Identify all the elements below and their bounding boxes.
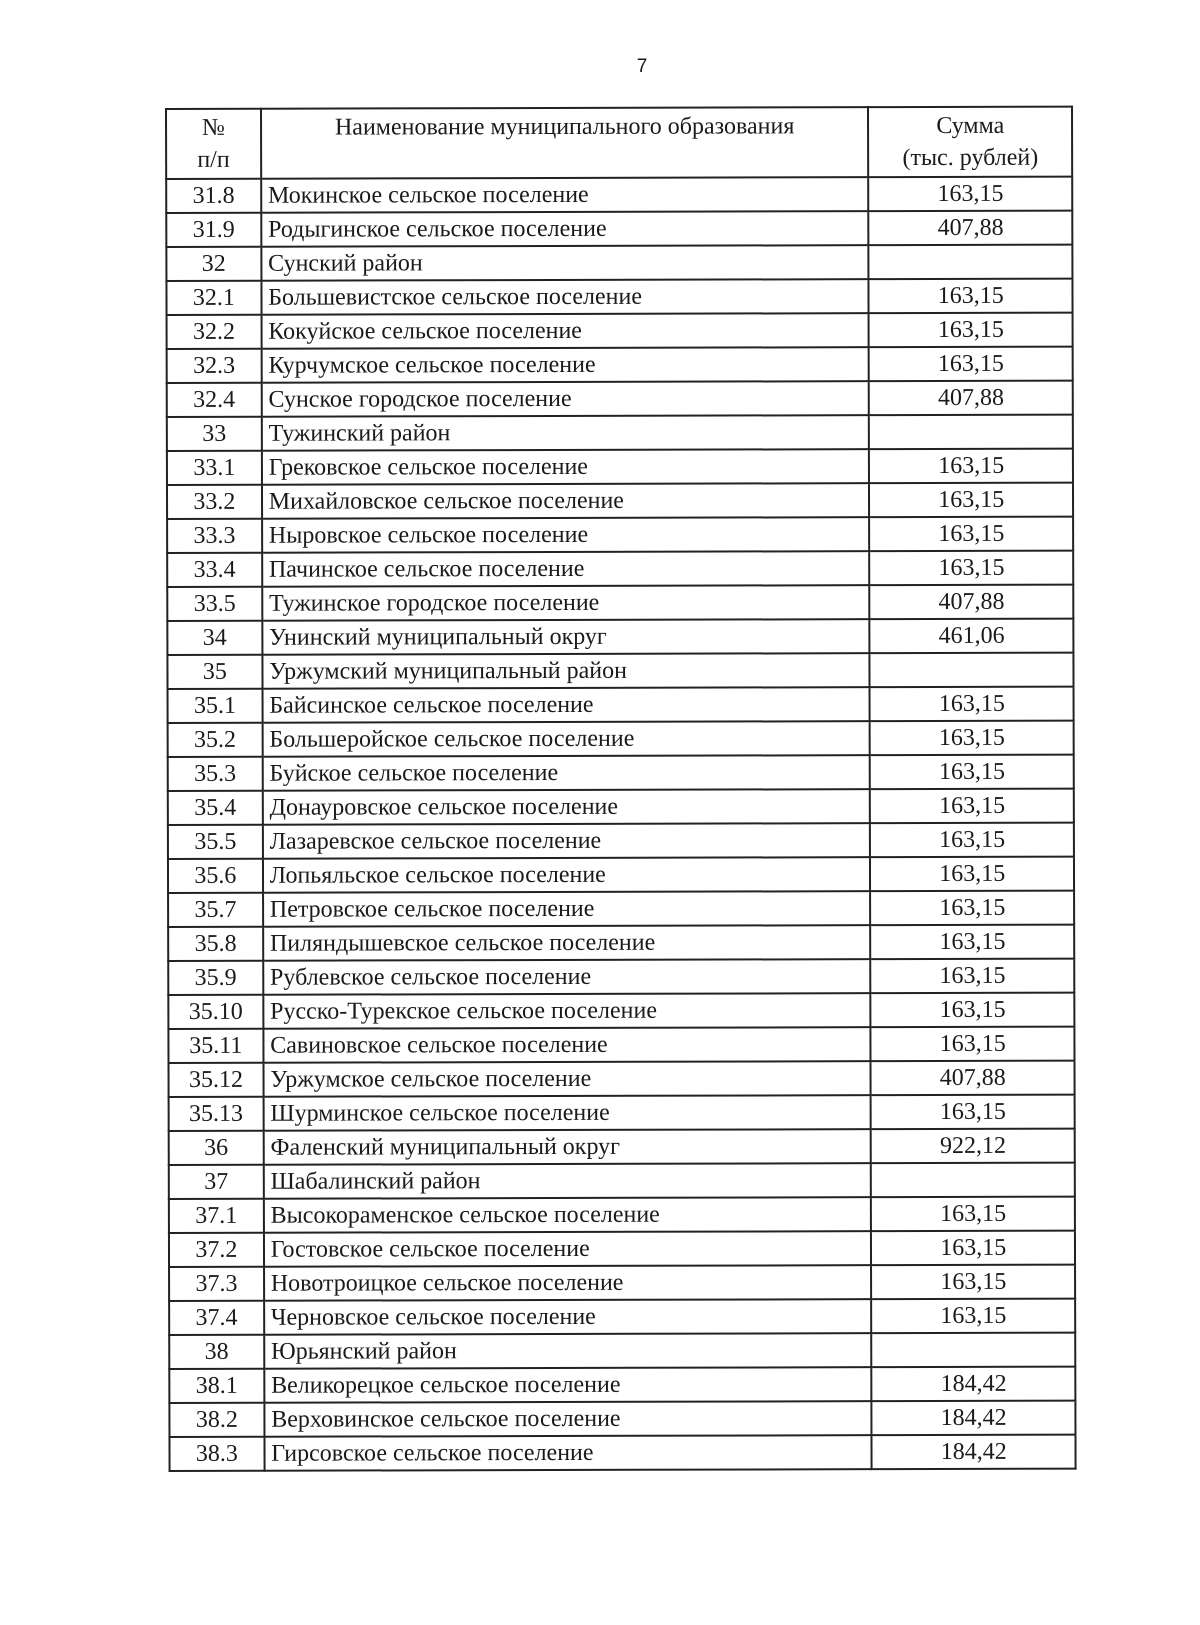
row-sum: 407,88 bbox=[870, 585, 1074, 620]
page-number: 7 bbox=[636, 56, 648, 77]
row-name: Новотроицкое сельское поселение bbox=[264, 1265, 872, 1301]
row-sum: 163,15 bbox=[871, 1095, 1075, 1130]
header-num-line1: № bbox=[201, 114, 225, 141]
table-row bbox=[169, 1401, 1075, 1437]
row-number: 35.11 bbox=[168, 1029, 263, 1063]
row-sum: 163,15 bbox=[872, 1299, 1076, 1334]
row-name: Верховинское сельское поселение bbox=[264, 1401, 872, 1437]
row-number: 32.2 bbox=[167, 315, 262, 349]
row-name: Михайловское сельское поселение bbox=[262, 483, 870, 519]
row-name: Унинский муниципальный округ bbox=[262, 619, 870, 655]
row-name: Грековское сельское поселение bbox=[262, 449, 870, 485]
table-row bbox=[168, 993, 1074, 1029]
row-number: 35.9 bbox=[168, 961, 263, 995]
row-sum: 163,15 bbox=[870, 789, 1074, 824]
row-name: Савиновское сельское поселение bbox=[263, 1027, 871, 1063]
row-name: Черновское сельское поселение bbox=[264, 1299, 872, 1335]
row-number: 33.5 bbox=[167, 587, 262, 621]
row-number: 33.3 bbox=[167, 519, 262, 553]
table-row bbox=[166, 177, 1072, 213]
row-number: 32.4 bbox=[167, 383, 262, 417]
row-number: 35.6 bbox=[168, 859, 263, 893]
row-sum: 163,15 bbox=[869, 347, 1073, 382]
row-name: Гирсовское сельское поселение bbox=[264, 1435, 872, 1471]
row-name: Ныровское сельское поселение bbox=[262, 517, 870, 553]
row-name: Русско-Турекское сельское поселение bbox=[263, 993, 871, 1029]
row-name: Большевистское сельское поселение bbox=[261, 279, 869, 315]
row-sum: 163,15 bbox=[869, 313, 1073, 348]
table-row bbox=[166, 211, 1072, 247]
table-row bbox=[168, 925, 1074, 961]
row-name: Высокораменское сельское поселение bbox=[264, 1197, 872, 1233]
row-name: Байсинское сельское поселение bbox=[262, 687, 870, 723]
row-sum: 163,15 bbox=[871, 925, 1075, 960]
row-number: 35.12 bbox=[169, 1063, 264, 1097]
row-name: Буйское сельское поселение bbox=[262, 755, 870, 791]
row-name: Петровское сельское поселение bbox=[263, 891, 871, 927]
row-sum: 461,06 bbox=[870, 619, 1074, 654]
table-row bbox=[168, 1027, 1074, 1063]
table-row bbox=[169, 1095, 1075, 1131]
row-name: Мокинское сельское поселение bbox=[261, 177, 869, 213]
table-row bbox=[167, 347, 1073, 383]
row-sum bbox=[869, 245, 1073, 280]
row-number: 35.5 bbox=[168, 825, 263, 859]
table-row bbox=[169, 1061, 1075, 1097]
table-row bbox=[167, 551, 1073, 587]
row-sum: 163,15 bbox=[870, 755, 1074, 790]
header-sum-line1: Сумма bbox=[936, 112, 1005, 139]
table-row bbox=[167, 313, 1073, 349]
row-number: 38 bbox=[169, 1335, 264, 1369]
row-sum: 163,15 bbox=[869, 177, 1073, 212]
row-name: Уржумское сельское поселение bbox=[263, 1061, 871, 1097]
row-number: 37 bbox=[169, 1165, 264, 1199]
row-sum: 163,15 bbox=[870, 517, 1074, 552]
row-name: Курчумское сельское поселение bbox=[261, 347, 869, 383]
row-number: 36 bbox=[169, 1131, 264, 1165]
header-row bbox=[166, 107, 1072, 179]
row-name: Сунский район bbox=[261, 245, 869, 281]
row-name: Пачинское сельское поселение bbox=[262, 551, 870, 587]
row-name: Рублевское сельское поселение bbox=[263, 959, 871, 995]
row-number: 37.1 bbox=[169, 1199, 264, 1233]
table-row bbox=[168, 959, 1074, 995]
row-sum: 163,15 bbox=[871, 959, 1075, 994]
row-name: Тужинское городское поселение bbox=[262, 585, 870, 621]
row-number: 37.2 bbox=[169, 1233, 264, 1267]
row-number: 35.13 bbox=[169, 1097, 264, 1131]
row-name: Родыгинское сельское поселение bbox=[261, 211, 869, 247]
row-sum: 407,88 bbox=[869, 211, 1073, 246]
table-row bbox=[169, 1333, 1075, 1369]
table-row bbox=[168, 891, 1074, 927]
row-number: 31.9 bbox=[166, 213, 261, 247]
row-name: Гостовское сельское поселение bbox=[264, 1231, 872, 1267]
row-sum: 163,15 bbox=[869, 483, 1073, 518]
row-sum: 163,15 bbox=[871, 1027, 1075, 1062]
row-sum: 163,15 bbox=[871, 891, 1075, 926]
row-sum: 163,15 bbox=[871, 1197, 1075, 1232]
row-number: 32.1 bbox=[166, 281, 261, 315]
table-row bbox=[169, 1129, 1075, 1165]
table-row bbox=[169, 1299, 1075, 1335]
header-num bbox=[166, 109, 261, 179]
row-sum: 163,15 bbox=[870, 687, 1074, 722]
row-sum bbox=[872, 1333, 1076, 1368]
row-sum: 184,42 bbox=[872, 1367, 1076, 1402]
row-number: 32.3 bbox=[167, 349, 262, 383]
row-number: 38.1 bbox=[169, 1369, 264, 1403]
row-sum: 407,88 bbox=[869, 381, 1073, 416]
table-row bbox=[167, 619, 1073, 655]
row-sum bbox=[870, 653, 1074, 688]
row-sum bbox=[869, 415, 1073, 450]
table-row bbox=[167, 517, 1073, 553]
row-number: 33.1 bbox=[167, 451, 262, 485]
table-row bbox=[169, 1435, 1075, 1471]
table-row bbox=[168, 789, 1074, 825]
row-sum: 922,12 bbox=[871, 1129, 1075, 1164]
table-row bbox=[168, 721, 1074, 757]
row-name: Шурминское сельское поселение bbox=[263, 1095, 871, 1131]
table-row bbox=[167, 585, 1073, 621]
row-name: Пиляндышевское сельское поселение bbox=[263, 925, 871, 961]
row-name: Фаленский муниципальный округ bbox=[263, 1129, 871, 1165]
row-name: Большеройское сельское поселение bbox=[262, 721, 870, 757]
table-row bbox=[168, 687, 1074, 723]
row-number: 33.4 bbox=[167, 553, 262, 587]
table-row bbox=[169, 1265, 1075, 1301]
row-sum: 163,15 bbox=[870, 857, 1074, 892]
row-name: Лазаревское сельское поселение bbox=[263, 823, 871, 859]
row-sum: 184,42 bbox=[872, 1435, 1076, 1470]
row-name: Донауровское сельское поселение bbox=[263, 789, 871, 825]
table-row bbox=[167, 381, 1073, 417]
row-name: Лопьяльское сельское поселение bbox=[263, 857, 871, 893]
row-sum bbox=[871, 1163, 1075, 1198]
row-number: 35.2 bbox=[168, 723, 263, 757]
table-row bbox=[167, 415, 1073, 451]
row-name: Великорецкое сельское поселение bbox=[264, 1367, 872, 1403]
row-number: 38.2 bbox=[169, 1403, 264, 1437]
row-number: 33 bbox=[167, 417, 262, 451]
table-row bbox=[167, 449, 1073, 485]
row-sum: 163,15 bbox=[870, 721, 1074, 756]
row-number: 32 bbox=[166, 247, 261, 281]
row-name: Тужинский район bbox=[262, 415, 870, 451]
row-number: 37.4 bbox=[169, 1301, 264, 1335]
row-number: 35.4 bbox=[168, 791, 263, 825]
row-name: Шабалинский район bbox=[264, 1163, 872, 1199]
header-sum bbox=[868, 107, 1072, 178]
table-header bbox=[166, 107, 1072, 179]
row-sum: 163,15 bbox=[871, 993, 1075, 1028]
header-name: Наименование муниципального образования bbox=[261, 107, 869, 179]
row-sum: 184,42 bbox=[872, 1401, 1076, 1436]
row-name: Юрьянский район bbox=[264, 1333, 872, 1369]
row-number: 38.3 bbox=[169, 1437, 264, 1471]
table-row bbox=[169, 1367, 1075, 1403]
row-sum: 163,15 bbox=[872, 1265, 1076, 1300]
row-number: 35.8 bbox=[168, 927, 263, 961]
table-row bbox=[168, 857, 1074, 893]
table-row bbox=[168, 823, 1074, 859]
row-name: Сунское городское поселение bbox=[261, 381, 869, 417]
row-number: 31.8 bbox=[166, 179, 261, 213]
table-row bbox=[166, 279, 1072, 315]
table-row bbox=[166, 245, 1072, 281]
row-sum: 407,88 bbox=[871, 1061, 1075, 1096]
table-row bbox=[169, 1197, 1075, 1233]
row-sum: 163,15 bbox=[871, 1231, 1075, 1266]
header-num-line2: п/п bbox=[197, 146, 230, 173]
row-sum: 163,15 bbox=[870, 823, 1074, 858]
row-name: Кокуйское сельское поселение bbox=[261, 313, 869, 349]
row-number: 35.10 bbox=[168, 995, 263, 1029]
table-row bbox=[167, 653, 1073, 689]
table-row bbox=[168, 755, 1074, 791]
table-body bbox=[166, 177, 1075, 1471]
allocation-table bbox=[165, 106, 1077, 1472]
row-number: 35 bbox=[167, 655, 262, 689]
header-sum-line2: (тыс. рублей) bbox=[902, 144, 1039, 172]
row-number: 37.3 bbox=[169, 1267, 264, 1301]
row-sum: 163,15 bbox=[869, 449, 1073, 484]
row-sum: 163,15 bbox=[869, 279, 1073, 314]
row-sum: 163,15 bbox=[870, 551, 1074, 586]
row-number: 34 bbox=[167, 621, 262, 655]
table-row bbox=[169, 1163, 1075, 1199]
row-number: 35.1 bbox=[168, 689, 263, 723]
table-row bbox=[169, 1231, 1075, 1267]
row-name: Уржумский муниципальный район bbox=[262, 653, 870, 689]
row-number: 33.2 bbox=[167, 485, 262, 519]
row-number: 35.3 bbox=[168, 757, 263, 791]
row-number: 35.7 bbox=[168, 893, 263, 927]
table-row bbox=[167, 483, 1073, 519]
